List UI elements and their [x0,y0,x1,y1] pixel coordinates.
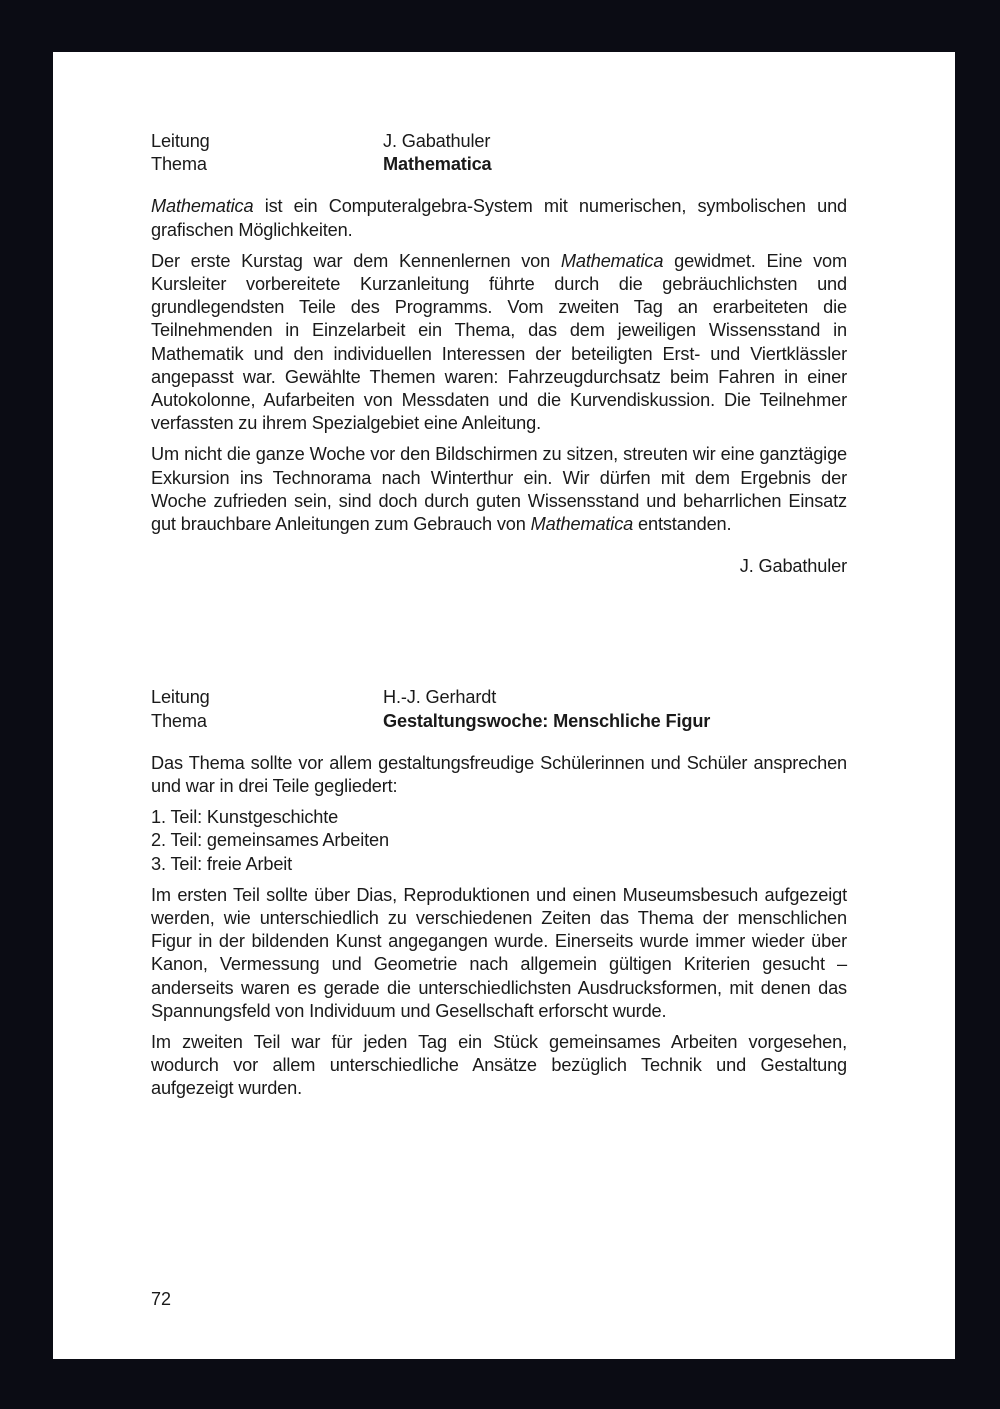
leitung-row [151,130,847,153]
leitung-label: Leitung [151,687,210,708]
thema-value: Gestaltungswoche: Menschliche Figur [383,710,711,731]
paragraph: Im zweiten Teil war für jeden Tag ein Stück gemeinsames Arbeiten vorgesehen, wodurch vor allem unterschiedliche Ansätze bezüglich Technik und Gestaltung aufgezeigt wurden. [151,1032,847,1099]
leitung-row [151,686,847,709]
thema-row [151,153,847,176]
list-item: 2. Teil: gemeinsames Arbeiten [151,830,389,851]
thema-label: Thema [151,710,207,731]
italic-term: Mathematica [530,514,634,535]
paragraph: Im ersten Teil sollte über Dias, Reproduktionen und einen Museumsbesuch aufgezeigt werden, wie unterschiedlich zu verschiedenen Zeiten das Thema der menschlichen Figur in der bildenden Kunst angegangen wurde. Einerseits wurde immer wieder über Kanon, Vermessung und Geometrie nach allgemein gültigen Kriterien gesucht – anderseits waren es gerade die unterschiedlichsten Ausdrucksformen, mit denen das Spannungsfeld von Individuum und Gesellschaft erforscht wurde. [151,884,847,1021]
leitung-value: J. Gabathuler [383,131,491,151]
leitung-value: H.-J. Gerhardt [383,687,497,708]
italic-term: Mathematica [560,250,664,271]
paragraph: Um nicht die ganze Woche vor den Bildschirmen zu sitzen, streuten wir eine ganztägige Exkursion ins Technorama nach Winterthur ein. Wir dürfen mit dem Ergebnis der Woche zufrieden sein, sind doch durch guten Wissensstand und beharrlichen Einsatz gut brauchbare Anleitungen zum Gebrauch von Mathematica entstanden. [151,444,847,535]
thema-row [151,710,847,733]
page-content [151,130,847,1101]
paragraph: Der erste Kurstag war dem Kennenlernen von Mathematica gewidmet. Eine vom Kursleiter vorbereitete Kurzanleitung führte durch die gebräuchlichsten und grundlegendsten Teile des Programms. Vom zweiten Tag an erarbeiteten die Teilnehmenden in Einzelarbeit ein Thema, das dem jeweiligen Wissensstand in Mathematik und den individuellen Interessen der beteiligten Erst- und Viertklässler angepasst war. Gewählte Themen waren: Fahrzeugdurchsatz beim Fahren in einer Autokolonne, Aufarbeiten von Messdaten und die Kurvendiskussion. Die Teilnehmer verfassten zu ihrem Spezialgebiet eine Anleitung. [151,250,847,434]
signature: J. Gabathuler [739,556,847,577]
list-item: 3. Teil: freie Arbeit [151,853,293,874]
section-gestaltungswoche [151,686,847,1100]
paragraph-intro: Das Thema sollte vor allem gestaltungsfreudige Schülerinnen und Schüler ansprechen und war in drei Teile gegliedert: [151,752,847,796]
thema-label: Thema [151,154,207,175]
paragraph: Mathematica ist ein Computeralgebra-System mit numerischen, symbolischen und grafischen Möglichkeiten. [151,196,847,240]
leitung-label: Leitung [151,131,210,151]
section-mathematica [151,130,847,578]
document-page [53,52,955,1359]
list-item: 1. Teil: Kunstgeschichte [151,807,339,828]
thema-value: Mathematica [383,154,492,175]
page-number: 72 [151,1289,172,1309]
parts-list [151,806,847,876]
italic-term: Mathematica [151,196,254,217]
